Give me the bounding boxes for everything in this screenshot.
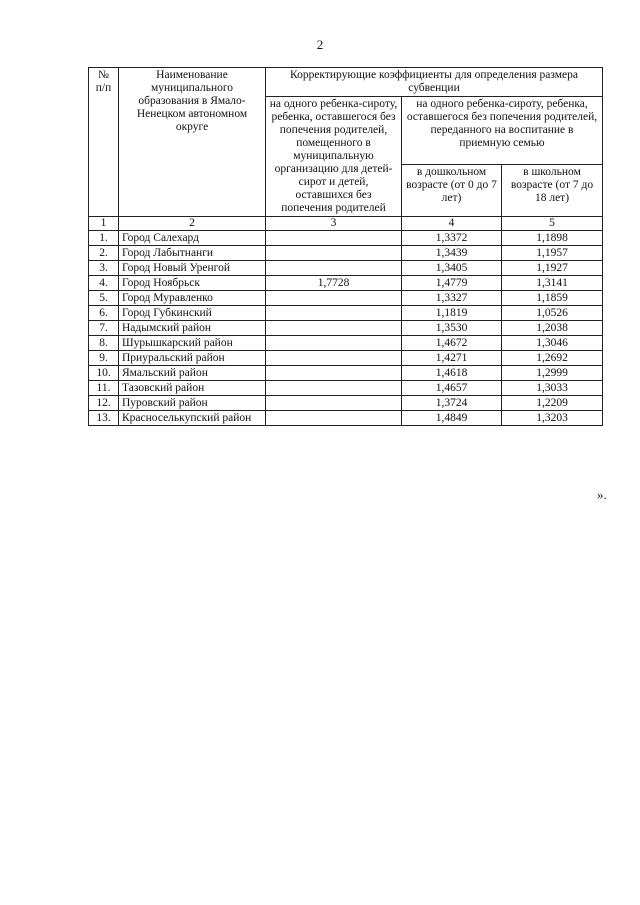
coef-col4: 1,4672 bbox=[402, 336, 502, 351]
table-row bbox=[89, 306, 603, 321]
row-number: 9. bbox=[89, 351, 119, 366]
coef-col4: 1,3439 bbox=[402, 246, 502, 261]
coef-col3 bbox=[266, 231, 402, 246]
coef-col4: 1,3327 bbox=[402, 291, 502, 306]
coefficients-table bbox=[88, 67, 603, 426]
municipality-name: Город Новый Уренгой bbox=[119, 261, 266, 276]
row-number: 5. bbox=[89, 291, 119, 306]
row-number: 1. bbox=[89, 231, 119, 246]
coef-col3 bbox=[266, 321, 402, 336]
coef-col3 bbox=[266, 381, 402, 396]
row-number: 4. bbox=[89, 276, 119, 291]
table-row bbox=[89, 381, 603, 396]
table-row bbox=[89, 351, 603, 366]
coef-col3 bbox=[266, 291, 402, 306]
municipality-name: Тазовский район bbox=[119, 381, 266, 396]
coef-col5: 1,3033 bbox=[502, 381, 603, 396]
row-number: 13. bbox=[89, 411, 119, 426]
coef-col4: 1,4657 bbox=[402, 381, 502, 396]
coef-col3: 1,7728 bbox=[266, 276, 402, 291]
coef-col5: 1,2692 bbox=[502, 351, 603, 366]
municipality-name: Пуровский район bbox=[119, 396, 266, 411]
header-num: № п/п bbox=[89, 68, 119, 217]
coef-col3 bbox=[266, 351, 402, 366]
row-number: 8. bbox=[89, 336, 119, 351]
header-col4: в дошкольном возрасте (от 0 до 7 лет) bbox=[402, 165, 502, 217]
municipality-name: Город Муравленко bbox=[119, 291, 266, 306]
coef-col4: 1,3530 bbox=[402, 321, 502, 336]
header-foster-family: на одного ребенка-сироту, ребенка, оставшегося без попечения родителей, переданного на воспитание в приемную семью bbox=[402, 97, 603, 165]
coef-col5: 1,1957 bbox=[502, 246, 603, 261]
municipality-name: Ямальский район bbox=[119, 366, 266, 381]
coef-col4: 1,4271 bbox=[402, 351, 502, 366]
page-number: 2 bbox=[316, 37, 324, 52]
coef-col3 bbox=[266, 411, 402, 426]
header-col3: на одного ребенка-сироту, ребенка, оставшегося без попечения родителей, помещенного в муниципальную организацию для детей-сирот и детей, оставшихся без попечения родителей bbox=[266, 97, 402, 217]
municipality-name: Город Салехард bbox=[119, 231, 266, 246]
coef-col5: 1,1898 bbox=[502, 231, 603, 246]
coef-col4: 1,3372 bbox=[402, 231, 502, 246]
column-number: 5 bbox=[502, 217, 603, 231]
coef-col5: 1,3046 bbox=[502, 336, 603, 351]
coef-col5: 1,2209 bbox=[502, 396, 603, 411]
row-number: 6. bbox=[89, 306, 119, 321]
table-row bbox=[89, 261, 603, 276]
coef-col5: 1,3141 bbox=[502, 276, 603, 291]
header-col5: в школьном возрасте (от 7 до 18 лет) bbox=[502, 165, 603, 217]
coef-col4: 1,1819 bbox=[402, 306, 502, 321]
coef-col5: 1,2999 bbox=[502, 366, 603, 381]
column-number: 3 bbox=[266, 217, 402, 231]
coef-col5: 1,2038 bbox=[502, 321, 603, 336]
row-number: 7. bbox=[89, 321, 119, 336]
header-name: Наименование муниципального образования в Ямало-Ненецком автономном округе bbox=[119, 68, 266, 217]
municipality-name: Город Губкинский bbox=[119, 306, 266, 321]
table-row bbox=[89, 321, 603, 336]
coef-col5: 1,0526 bbox=[502, 306, 603, 321]
coef-col4: 1,4618 bbox=[402, 366, 502, 381]
row-number: 12. bbox=[89, 396, 119, 411]
table-row bbox=[89, 291, 603, 306]
table-row bbox=[89, 366, 603, 381]
municipality-name: Красноселькупский район bbox=[119, 411, 266, 426]
coef-col3 bbox=[266, 306, 402, 321]
coef-col5: 1,1927 bbox=[502, 261, 603, 276]
table-row bbox=[89, 411, 603, 426]
municipality-name: Надымский район bbox=[119, 321, 266, 336]
coef-col4: 1,4849 bbox=[402, 411, 502, 426]
table-row bbox=[89, 396, 603, 411]
coef-col4: 1,3724 bbox=[402, 396, 502, 411]
coef-col3 bbox=[266, 396, 402, 411]
municipality-name: Город Лабытнанги bbox=[119, 246, 266, 261]
coef-col3 bbox=[266, 366, 402, 381]
coef-col3 bbox=[266, 246, 402, 261]
column-number: 1 bbox=[89, 217, 119, 231]
municipality-name: Шурышкарский район bbox=[119, 336, 266, 351]
table-row bbox=[89, 231, 603, 246]
coef-col4: 1,3405 bbox=[402, 261, 502, 276]
row-number: 2. bbox=[89, 246, 119, 261]
coef-col3 bbox=[266, 261, 402, 276]
table-row bbox=[89, 336, 603, 351]
table-row bbox=[89, 276, 603, 291]
column-number: 2 bbox=[119, 217, 266, 231]
coef-col4: 1,4779 bbox=[402, 276, 502, 291]
municipality-name: Приуральский район bbox=[119, 351, 266, 366]
row-number: 10. bbox=[89, 366, 119, 381]
coef-col5: 1,3203 bbox=[502, 411, 603, 426]
row-number: 3. bbox=[89, 261, 119, 276]
closing-mark: ». bbox=[597, 487, 607, 502]
municipality-name: Город Ноябрьск bbox=[119, 276, 266, 291]
header-coefficients: Корректирующие коэффициенты для определения размера субвенции bbox=[266, 68, 603, 97]
coef-col5: 1,1859 bbox=[502, 291, 603, 306]
column-number: 4 bbox=[402, 217, 502, 231]
table-row bbox=[89, 246, 603, 261]
coef-col3 bbox=[266, 336, 402, 351]
column-numbers-row bbox=[89, 217, 603, 231]
row-number: 11. bbox=[89, 381, 119, 396]
